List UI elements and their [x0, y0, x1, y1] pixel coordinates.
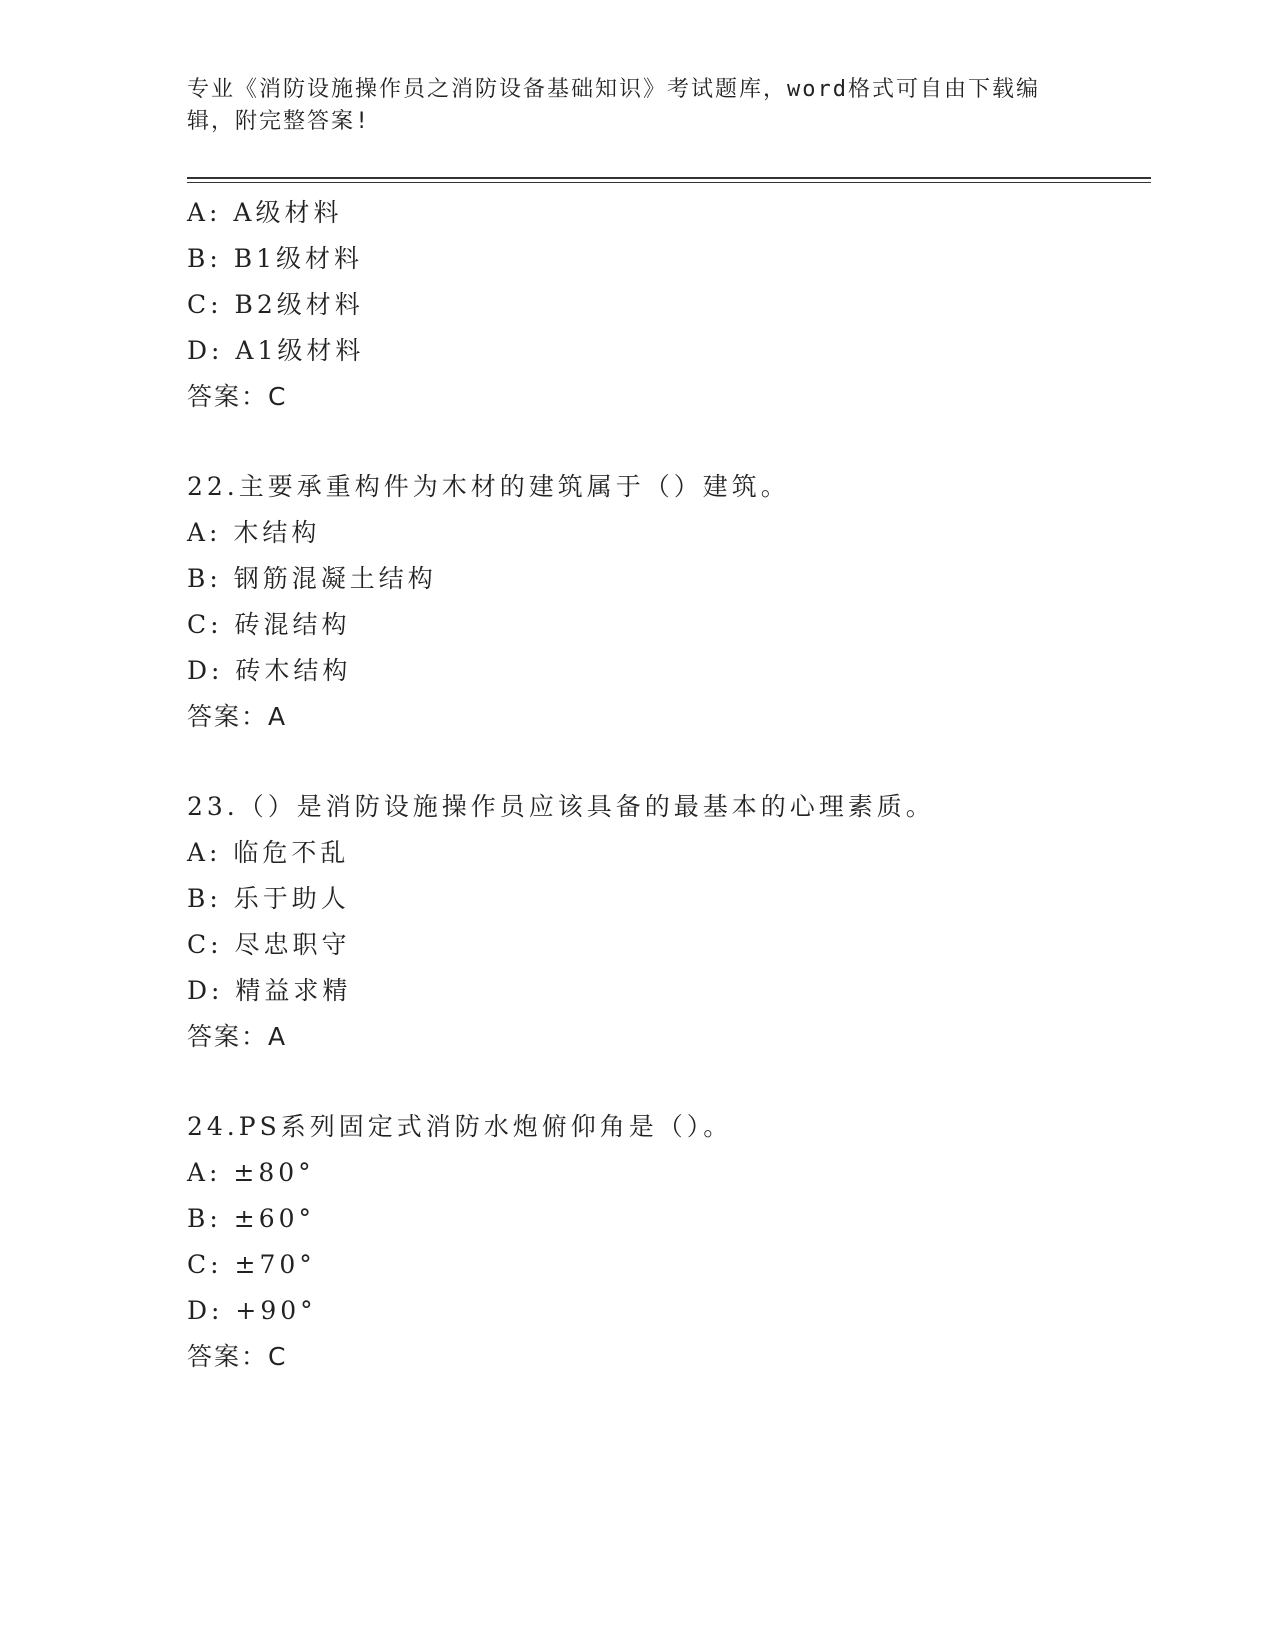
option-b: B: B1级材料 — [187, 244, 364, 273]
option-a: A: ±80° — [187, 1158, 315, 1187]
option-a: A: 木结构 — [187, 518, 321, 547]
question-list — [187, 190, 1147, 1380]
question-gap — [187, 420, 1147, 464]
question-block-22 — [187, 464, 1147, 740]
option-c: C: ±70° — [187, 1250, 316, 1279]
option-d: D: 精益求精 — [187, 976, 352, 1005]
option-d: D: +90° — [187, 1296, 317, 1325]
question-stem: 24.PS系列固定式消防水炮俯仰角是（）。 — [187, 1112, 733, 1141]
option-c: C: B2级材料 — [187, 290, 364, 319]
option-a: A: A级材料 — [187, 198, 343, 227]
question-stem: 22.主要承重构件为木材的建筑属于（）建筑。 — [187, 472, 790, 501]
option-b: B: 乐于助人 — [187, 884, 350, 913]
header-line-2: 辑，附完整答案! — [187, 109, 371, 134]
header-divider-thin — [187, 182, 1151, 183]
question-stem: 23.（）是消防设施操作员应该具备的最基本的心理素质。 — [187, 792, 935, 821]
answer-line: 答案：A — [187, 702, 288, 731]
option-b: B: 钢筋混凝土结构 — [187, 564, 437, 593]
header-divider-thick — [187, 177, 1151, 179]
question-block-24 — [187, 1104, 1147, 1380]
option-d: D: 砖木结构 — [187, 656, 352, 685]
question-gap — [187, 740, 1147, 784]
answer-line: 答案：C — [187, 1342, 288, 1371]
question-block-21 — [187, 190, 1147, 420]
answer-line: 答案：A — [187, 1022, 288, 1051]
answer-line: 答案：C — [187, 382, 288, 411]
header-line-1: 专业《消防设施操作员之消防设备基础知识》考试题库，word格式可自由下载编 — [187, 77, 1040, 102]
option-c: C: 砖混结构 — [187, 610, 351, 639]
option-b: B: ±60° — [187, 1204, 315, 1233]
option-c: C: 尽忠职守 — [187, 930, 351, 959]
option-d: D: A1级材料 — [187, 336, 365, 365]
question-block-23 — [187, 784, 1147, 1060]
question-gap — [187, 1060, 1147, 1104]
option-a: A: 临危不乱 — [187, 838, 350, 867]
document-header — [187, 74, 1087, 138]
